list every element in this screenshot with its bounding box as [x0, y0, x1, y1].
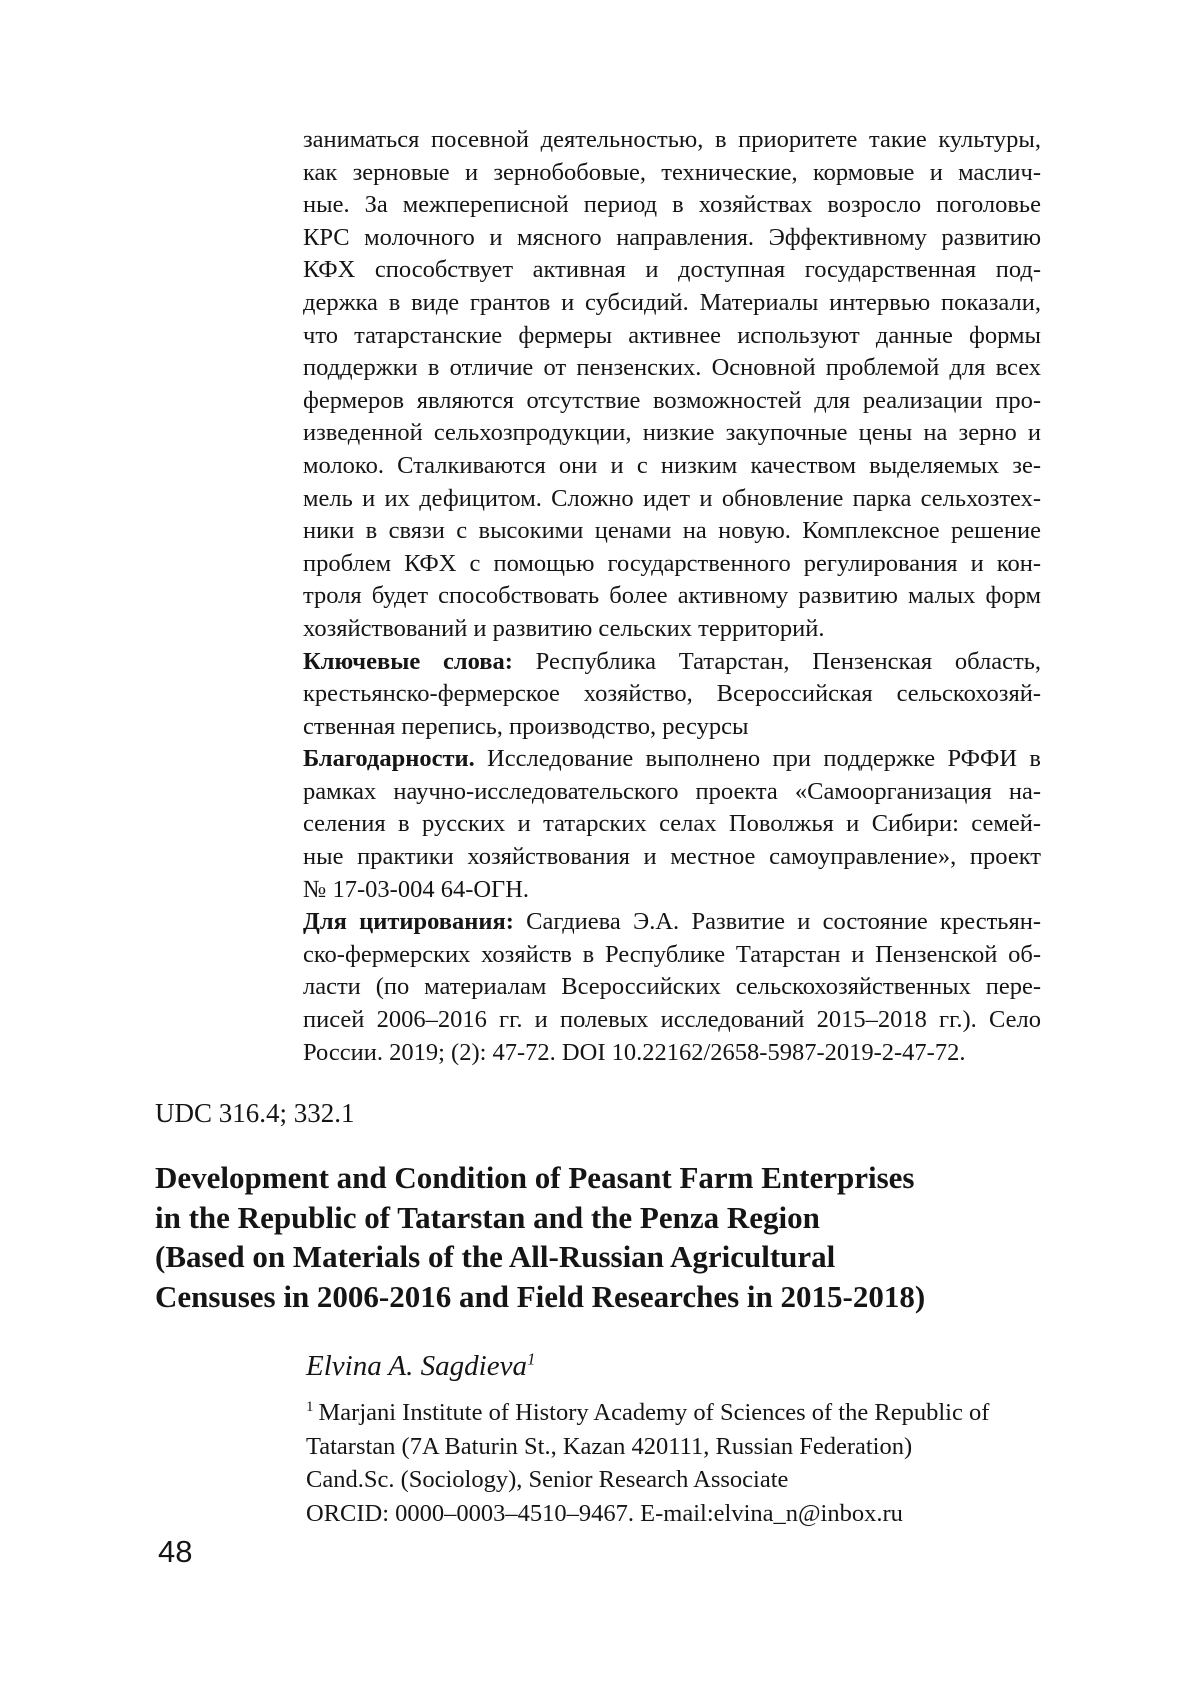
affiliation-footnote — [306, 1396, 1066, 1530]
abstract-line: троля будет способствовать более активному развитию малых форм — [303, 582, 1041, 610]
abstract-block — [303, 124, 1041, 1069]
abstract-line: молоко. Сталкиваются они и с низким качеством выделяемых зе- — [303, 451, 1041, 479]
abstract-line: ско-фермерских хозяйств в Республике Татарстан и Пензенской об- — [303, 940, 1041, 968]
abstract-line: хозяйствований и развитию сельских территорий. — [303, 614, 825, 642]
page-number: 48 — [158, 1534, 193, 1569]
run-in-label: Для цитирования: — [303, 908, 514, 936]
abstract-line: Для цитирования: Сагдиева Э.А. Развитие и состояние крестьян- — [303, 908, 1041, 936]
affiliation-line: ORCID: 0000–0003–4510–9467. E-mail:elvina_n@inbox.ru — [306, 1499, 903, 1527]
author-line — [306, 1350, 535, 1383]
abstract-line: России. 2019; (2): 47-72. DOI 10.22162/2658-5987-2019-2-47-72. — [303, 1038, 966, 1066]
abstract-line: ственная перепись, производство, ресурсы — [303, 712, 749, 740]
udc-code: UDC 316.4; 332.1 — [155, 1098, 355, 1128]
abstract-line: поддержки в отличие от пензенских. Основной проблемой для всех — [303, 354, 1041, 382]
affiliation-line: Tatarstan (7A Baturin St., Kazan 420111, Russian Federation) — [306, 1432, 913, 1460]
abstract-line: что татарстанские фермеры активнее используют данные формы — [303, 321, 1041, 349]
abstract-line: держка в виде грантов и субсидий. Материалы интервью показали, — [303, 288, 1041, 316]
abstract-line: ные практики хозяйствования и местное самоуправление», проект — [303, 843, 1041, 871]
abstract-line: как зерновые и зернобобовые, технические, кормовые и маслич- — [303, 158, 1041, 186]
author-name: Elvina A. Sagdieva — [306, 1350, 527, 1382]
affiliation-line: $^1$ Marjani Institute of History Academy of Sciences of the Republic of — [306, 1398, 990, 1426]
abstract-line: Ключевые слова: Республика Татарстан, Пензенская область, — [303, 647, 1041, 675]
run-in-label: Благодарности. — [303, 745, 475, 773]
title-line: Development and Condition of Peasant Farm Enterprises — [155, 1160, 915, 1195]
abstract-line: Благодарности. Исследование выполнено при поддержке РФФИ в — [303, 745, 1041, 773]
affiliation-line: Cand.Sc. (Sociology), Senior Research Associate — [306, 1466, 789, 1493]
title-line: Censuses in 2006-2016 and Field Researches in 2015-2018) — [155, 1278, 926, 1314]
title-line: in the Republic of Tatarstan and the Penza Region — [155, 1199, 820, 1235]
abstract-line: ласти (по материалам Всероссийских сельскохозяйственных пере- — [303, 973, 1041, 1001]
affiliation-footnote-marker: 1 — [306, 1398, 314, 1415]
abstract-line: фермеров являются отсутствие возможностей для реализации про- — [303, 386, 1041, 414]
abstract-line: писей 2006–2016 гг. и полевых исследований 2015–2018 гг.). Село — [303, 1006, 1041, 1034]
abstract-line: крестьянско-фермерское хозяйство, Всероссийская сельскохозяй- — [303, 680, 1041, 708]
author-footnote-marker: 1 — [526, 1349, 536, 1369]
abstract-line: № 17-03-004 64-ОГН. — [303, 875, 530, 903]
abstract-line: ники в связи с высокими ценами на новую. Комплексное решение — [303, 517, 1041, 545]
abstract-line: ные. За межпереписной период в хозяйствах возросло поголовье — [303, 191, 1041, 219]
abstract-line: селения в русских и татарских селах Поволжья и Сибири: семей- — [303, 810, 1041, 838]
abstract-line: рамках научно-исследовательского проекта «Самоорганизация на- — [303, 777, 1041, 805]
run-in-label: Ключевые слова: — [303, 647, 513, 675]
abstract-line: проблем КФХ с помощью государственного регулирования и кон- — [303, 549, 1041, 577]
abstract-line: КРС молочного и мясного направления. Эффективному развитию — [303, 223, 1041, 251]
abstract-line: изведенной сельхозпродукции, низкие закупочные цены на зерно и — [303, 419, 1041, 447]
article-title-en — [155, 1158, 1115, 1316]
abstract-line: мель и их дефицитом. Сложно идет и обновление парка сельхозтех- — [303, 484, 1041, 512]
title-line: (Based on Materials of the All-Russian Agricultural — [155, 1239, 836, 1274]
abstract-line: КФХ способствует активная и доступная государственная под- — [303, 256, 1041, 284]
abstract-line: заниматься посевной деятельностью, в приоритете такие культуры, — [303, 126, 1041, 153]
